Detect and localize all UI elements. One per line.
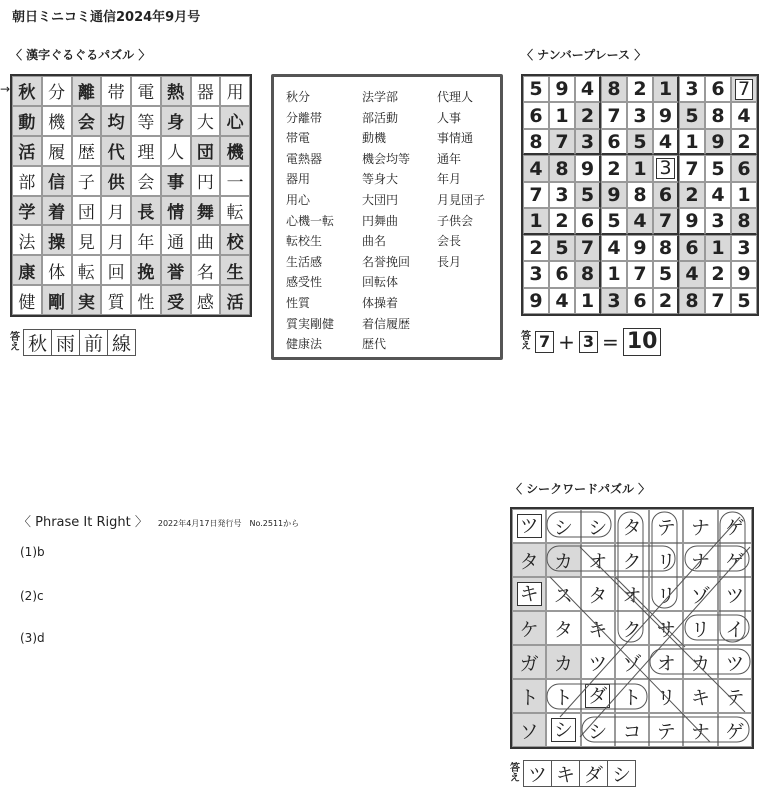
seek-word-cell: オ <box>649 645 683 679</box>
number-cell: 6 <box>601 129 627 155</box>
kanji-cell: 離 <box>72 76 102 106</box>
kanji-cell: 操 <box>42 225 72 255</box>
kanji-cell: 転 <box>72 255 102 285</box>
number-cell: 6 <box>575 208 601 234</box>
kanji-cell: 機 <box>220 136 250 166</box>
seek-word-cell: テ <box>649 509 683 543</box>
seek-word-cell: ト <box>546 679 580 713</box>
seek-word-cell: シ <box>581 713 615 747</box>
seek-word-cell: ツ <box>512 509 546 543</box>
word-list-item: 性質 <box>286 295 311 310</box>
number-cell: 6 <box>705 76 731 102</box>
kanji-cell: 一 <box>220 166 250 196</box>
kanji-cell: 生 <box>220 255 250 285</box>
word-list-column-2 <box>362 87 410 355</box>
kanji-cell: 転 <box>220 196 250 226</box>
kanji-cell: 動 <box>12 106 42 136</box>
answer-label: 答え <box>10 331 20 353</box>
kanji-cell: 舞 <box>191 196 221 226</box>
number-cell: 9 <box>653 102 679 128</box>
kanji-cell: 回 <box>101 255 131 285</box>
number-cell: 5 <box>601 208 627 234</box>
number-cell: 7 <box>549 129 575 155</box>
number-cell: 4 <box>705 182 731 208</box>
seek-word-cell: リ <box>649 679 683 713</box>
start-arrow-icon: → <box>0 82 11 96</box>
kanji-cell: 剛 <box>42 285 72 315</box>
number-cell: 2 <box>731 129 757 155</box>
number-cell: 9 <box>679 208 705 234</box>
number-cell: 7 <box>705 288 731 314</box>
number-cell: 4 <box>627 208 653 234</box>
kanji-cell: 情 <box>161 196 191 226</box>
kanji-cell: 誉 <box>161 255 191 285</box>
kanji-cell: 感 <box>191 285 221 315</box>
number-cell: 1 <box>627 155 653 181</box>
number-cell: 7 <box>627 261 653 287</box>
word-list-item: 器用 <box>286 172 311 187</box>
word-list-item: 名誉挽回 <box>362 254 411 269</box>
kanji-cell: 分 <box>42 76 72 106</box>
kanji-cell: 法 <box>12 225 42 255</box>
number-cell: 2 <box>705 261 731 287</box>
seek-word-cell: カ <box>683 645 717 679</box>
number-cell: 5 <box>653 261 679 287</box>
number-cell: 9 <box>575 155 601 181</box>
number-cell: 4 <box>549 288 575 314</box>
word-list-item: 部活動 <box>362 110 399 125</box>
number-cell: 8 <box>523 129 549 155</box>
word-list-item: 心機一転 <box>286 213 335 228</box>
number-cell: 1 <box>575 288 601 314</box>
phrase-it-right-header <box>18 511 299 530</box>
number-cell: 8 <box>653 235 679 261</box>
plus-sign: + <box>558 330 575 354</box>
seek-word-cell: コ <box>615 713 649 747</box>
number-cell: 8 <box>705 102 731 128</box>
word-list-item: 体操着 <box>362 295 399 310</box>
number-cell: 7 <box>523 182 549 208</box>
kanji-cell: 校 <box>220 225 250 255</box>
answer-char: 前 <box>79 329 108 356</box>
number-cell: 9 <box>705 129 731 155</box>
number-cell: 2 <box>679 182 705 208</box>
kanji-cell: 実 <box>72 285 102 315</box>
seek-word-cell: タ <box>512 543 546 577</box>
number-cell: 8 <box>575 261 601 287</box>
seek-word-title: 〈 シークワードパズル 〉 <box>510 482 651 496</box>
number-cell: 9 <box>601 182 627 208</box>
seek-word-cell: リ <box>683 611 717 645</box>
number-cell: 1 <box>523 208 549 234</box>
number-cell: 5 <box>731 288 757 314</box>
seek-word-cell: ダ <box>581 679 615 713</box>
kanji-cell: 会 <box>72 106 102 136</box>
kanji-puzzle-title: 〈 漢字ぐるぐるパズル 〉 <box>10 48 151 62</box>
seek-word-cell: ゾ <box>683 577 717 611</box>
word-list-item: 会長 <box>437 234 462 249</box>
number-cell: 7 <box>653 208 679 234</box>
seek-word-cell: ゲ <box>718 543 752 577</box>
kanji-cell: 健 <box>12 285 42 315</box>
word-list-item: 着信履歴 <box>362 316 411 331</box>
word-list-item: 生活感 <box>286 254 323 269</box>
number-cell: 9 <box>523 288 549 314</box>
number-cell: 1 <box>549 102 575 128</box>
seek-word-cell: ク <box>615 611 649 645</box>
seek-word-cell: キ <box>581 611 615 645</box>
kanji-cell: 人 <box>161 136 191 166</box>
word-list-item: 機会均等 <box>362 151 411 166</box>
kanji-cell: 大 <box>191 106 221 136</box>
seek-word-cell: リ <box>649 577 683 611</box>
kanji-cell: 均 <box>101 106 131 136</box>
seek-word-cell: ゲ <box>718 509 752 543</box>
word-list-item: 人事 <box>437 110 462 125</box>
seek-word-cell: タ <box>581 577 615 611</box>
answer-char: キ <box>551 760 580 787</box>
number-cell: 5 <box>549 235 575 261</box>
seek-word-cell: ゾ <box>615 645 649 679</box>
word-list-item: 代理人 <box>437 90 474 104</box>
kanji-cell: 供 <box>101 166 131 196</box>
answer-char: ダ <box>579 760 608 787</box>
number-cell: 8 <box>601 76 627 102</box>
number-cell: 3 <box>575 129 601 155</box>
seek-word-answer <box>510 760 636 787</box>
phrase-title: 〈 Phrase It Right 〉 <box>18 515 148 530</box>
seek-word-cell: ト <box>615 679 649 713</box>
number-cell: 8 <box>627 182 653 208</box>
kanji-cell: 名 <box>191 255 221 285</box>
seek-word-cell: キ <box>683 679 717 713</box>
kanji-cell: 着 <box>42 196 72 226</box>
number-cell: 5 <box>575 182 601 208</box>
kanji-cell: 帯 <box>101 76 131 106</box>
number-cell: 5 <box>705 155 731 181</box>
word-list-item: 大団円 <box>362 192 399 207</box>
seek-word-cell: ト <box>512 679 546 713</box>
word-list-item: 電熱器 <box>286 151 323 166</box>
kanji-cell: 曲 <box>191 225 221 255</box>
kanji-cell: 理 <box>131 136 161 166</box>
number-cell: 4 <box>575 76 601 102</box>
number-cell: 9 <box>731 261 757 287</box>
number-cell: 6 <box>523 102 549 128</box>
number-cell: 4 <box>523 155 549 181</box>
number-cell: 8 <box>549 155 575 181</box>
number-cell: 3 <box>731 235 757 261</box>
kanji-cell: 履 <box>42 136 72 166</box>
number-cell: 8 <box>731 208 757 234</box>
kanji-cell: 用 <box>220 76 250 106</box>
number-cell: 6 <box>679 235 705 261</box>
number-cell: 8 <box>679 288 705 314</box>
answer-char: 雨 <box>51 329 80 356</box>
seek-word-cell: ケ <box>512 611 546 645</box>
equals-sign: = <box>602 330 619 354</box>
number-cell: 3 <box>523 261 549 287</box>
kanji-cell: 秋 <box>12 76 42 106</box>
kanji-cell: 熱 <box>161 76 191 106</box>
number-cell: 7 <box>679 155 705 181</box>
kanji-cell: 見 <box>72 225 102 255</box>
kanji-cell: 身 <box>161 106 191 136</box>
word-list-item: 動機 <box>362 131 387 146</box>
seek-word-cell: テ <box>718 679 752 713</box>
word-list-item: 等身大 <box>362 172 399 187</box>
number-cell: 4 <box>601 235 627 261</box>
number-cell: 2 <box>523 235 549 261</box>
seek-word-cell: ク <box>615 543 649 577</box>
kanji-cell: 体 <box>42 255 72 285</box>
seek-word-cell: キ <box>512 577 546 611</box>
seek-word-cell: ナ <box>683 713 717 747</box>
seek-word-cell: オ <box>581 543 615 577</box>
kanji-cell: 挽 <box>131 255 161 285</box>
kanji-cell: 団 <box>191 136 221 166</box>
answer-char: シ <box>607 760 636 787</box>
answer-char: 秋 <box>23 329 52 356</box>
seek-word-cell: ツ <box>718 645 752 679</box>
kanji-cell: 受 <box>161 285 191 315</box>
word-list-item: 子供会 <box>437 213 474 228</box>
number-cell: 2 <box>575 102 601 128</box>
kanji-cell: 歴 <box>72 136 102 166</box>
kanji-cell: 円 <box>191 166 221 196</box>
kanji-cell: 月 <box>101 225 131 255</box>
kanji-cell: 電 <box>131 76 161 106</box>
number-cell: 2 <box>653 288 679 314</box>
answer-char: ツ <box>523 760 552 787</box>
number-cell: 1 <box>731 182 757 208</box>
word-list-item: 月見団子 <box>437 192 486 207</box>
word-list-item: 用心 <box>286 192 311 207</box>
seek-word-grid <box>510 507 754 749</box>
kanji-cell: 質 <box>101 285 131 315</box>
number-cell: 6 <box>731 155 757 181</box>
seek-word-cell: シ <box>546 509 580 543</box>
number-cell: 4 <box>731 102 757 128</box>
word-list-column-3 <box>437 87 485 272</box>
word-list-item: 法学部 <box>362 90 399 104</box>
number-cell: 4 <box>653 129 679 155</box>
seek-word-cell: シ <box>546 713 580 747</box>
seek-word-cell: タ <box>546 611 580 645</box>
word-list-item: 健康法 <box>286 337 323 352</box>
kanji-cell: 学 <box>12 196 42 226</box>
number-cell: 7 <box>575 235 601 261</box>
answer-a: 7 <box>535 331 554 353</box>
seek-word-cell: ツ <box>581 645 615 679</box>
seek-word-cell: オ <box>615 577 649 611</box>
number-cell: 6 <box>549 261 575 287</box>
seek-word-cell: ゲ <box>718 713 752 747</box>
word-list-item: 円舞曲 <box>362 213 399 228</box>
seek-word-cell: ナ <box>683 543 717 577</box>
word-list-item: 帯電 <box>286 131 311 146</box>
kanji-cell: 信 <box>42 166 72 196</box>
word-list-item: 分離帯 <box>286 110 323 125</box>
phrase-issue: 2022年4月17日発行号 No.2511から <box>157 519 300 528</box>
seek-word-cell: シ <box>581 509 615 543</box>
word-list-item: 秋分 <box>286 90 311 104</box>
word-list-item: 感受性 <box>286 275 323 290</box>
seek-word-cell: タ <box>615 509 649 543</box>
number-cell: 2 <box>601 155 627 181</box>
word-list-item: 転校生 <box>286 234 323 249</box>
number-cell: 1 <box>705 235 731 261</box>
number-cell: 3 <box>627 102 653 128</box>
number-place-title: 〈 ナンバープレース 〉 <box>521 48 647 62</box>
seek-word-cell: ナ <box>683 509 717 543</box>
kanji-cell: 部 <box>12 166 42 196</box>
seek-word-cell: ス <box>546 577 580 611</box>
number-cell: 3 <box>679 76 705 102</box>
kanji-cell: 団 <box>72 196 102 226</box>
phrase-answer-2: (2)c <box>20 589 44 603</box>
kanji-cell: 活 <box>220 285 250 315</box>
word-list-item: 質実剛健 <box>286 316 335 331</box>
number-cell: 5 <box>627 129 653 155</box>
number-cell: 7 <box>731 76 757 102</box>
kanji-cell: 器 <box>191 76 221 106</box>
answer-label: 答え <box>510 762 520 784</box>
word-list-item: 回転体 <box>362 275 399 290</box>
kanji-cell: 事 <box>161 166 191 196</box>
answer-b: 3 <box>579 331 598 353</box>
seek-word-cell: イ <box>718 611 752 645</box>
answer-label: 答え <box>521 331 531 352</box>
answer-char: 線 <box>107 329 136 356</box>
number-cell: 1 <box>679 129 705 155</box>
kanji-answer <box>10 329 136 356</box>
seek-word-cell: カ <box>546 645 580 679</box>
word-list-item: 通年 <box>437 151 462 166</box>
number-cell: 2 <box>627 76 653 102</box>
kanji-cell: 年 <box>131 225 161 255</box>
kanji-cell: 通 <box>161 225 191 255</box>
number-cell: 3 <box>653 155 679 181</box>
kanji-cell: 機 <box>42 106 72 136</box>
number-place-answer <box>521 328 661 356</box>
number-cell: 5 <box>679 102 705 128</box>
kanji-cell: 心 <box>220 106 250 136</box>
word-list-item: 事情通 <box>437 131 474 146</box>
word-list-item: 曲名 <box>362 234 387 249</box>
seek-word-cell: テ <box>649 713 683 747</box>
number-cell: 7 <box>601 102 627 128</box>
number-cell: 9 <box>627 235 653 261</box>
word-list-box <box>271 74 503 360</box>
number-cell: 2 <box>549 208 575 234</box>
kanji-cell: 長 <box>131 196 161 226</box>
number-cell: 3 <box>549 182 575 208</box>
phrase-answer-3: (3)d <box>20 631 45 645</box>
number-cell: 1 <box>601 261 627 287</box>
seek-word-cell: リ <box>649 543 683 577</box>
number-cell: 3 <box>705 208 731 234</box>
number-cell: 3 <box>601 288 627 314</box>
number-cell: 5 <box>523 76 549 102</box>
number-cell: 1 <box>653 76 679 102</box>
number-cell: 6 <box>653 182 679 208</box>
kanji-cell: 等 <box>131 106 161 136</box>
number-cell: 6 <box>627 288 653 314</box>
seek-word-cell: ツ <box>718 577 752 611</box>
kanji-cell: 康 <box>12 255 42 285</box>
kanji-cell: 性 <box>131 285 161 315</box>
kanji-cell: 月 <box>101 196 131 226</box>
seek-word-cell: カ <box>546 543 580 577</box>
word-list-item: 長月 <box>437 254 462 269</box>
kanji-cell: 代 <box>101 136 131 166</box>
seek-word-cell: ソ <box>512 713 546 747</box>
seek-word-cell: ガ <box>512 645 546 679</box>
number-cell: 4 <box>679 261 705 287</box>
word-list-item: 歴代 <box>362 337 387 352</box>
page-title: 朝日ミニコミ通信2024年9月号 <box>12 10 201 25</box>
kanji-cell: 会 <box>131 166 161 196</box>
kanji-cell: 子 <box>72 166 102 196</box>
number-place-grid <box>521 74 759 316</box>
word-list-item: 年月 <box>437 172 462 187</box>
kanji-grid <box>10 74 252 317</box>
number-cell: 9 <box>549 76 575 102</box>
answer-result: 10 <box>623 328 662 356</box>
seek-word-cell: サ <box>649 611 683 645</box>
word-list-column-1 <box>286 87 334 355</box>
kanji-cell: 活 <box>12 136 42 166</box>
phrase-answer-1: (1)b <box>20 545 45 559</box>
